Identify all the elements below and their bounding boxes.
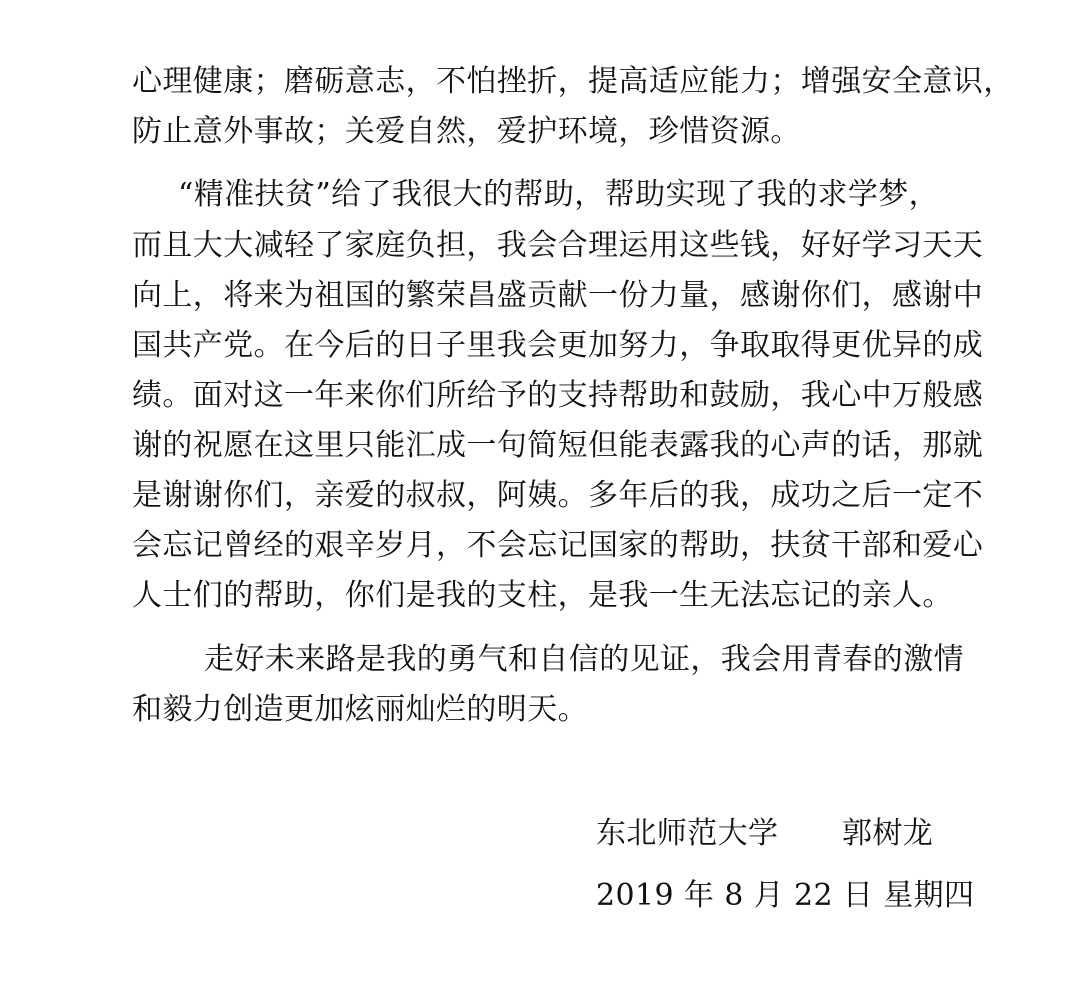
- signature-date: 2019 年 8 月 22 日 星期四: [596, 878, 975, 913]
- paragraph-2-line-8: 会忘记曾经的艰辛岁月，不会忘记国家的帮助，扶贫干部和爱心: [132, 528, 984, 563]
- paragraph-2-line-7: 是谢谢你们，亲爱的叔叔，阿姨。多年后的我，成功之后一定不: [132, 478, 984, 513]
- paragraph-2-line-6: 谢的祝愿在这里只能汇成一句简短但能表露我的心声的话，那就: [132, 428, 984, 463]
- paragraph-3-line-1: 走好未来路是我的勇气和自信的见证，我会用青春的激情: [204, 642, 964, 677]
- signature-name: 郭树龙: [842, 816, 934, 851]
- paragraph-3-line-2: 和毅力创造更加炫丽灿烂的明天。: [132, 692, 588, 727]
- paragraph-1-line-1: 心理健康；磨砺意志，不怕挫折，提高适应能力；增强安全意识，: [132, 64, 1014, 99]
- paragraph-2-line-2: 而且大大减轻了家庭负担，我会合理运用这些钱，好好学习天天: [132, 228, 984, 263]
- paragraph-2-line-9: 人士们的帮助，你们是我的支柱，是我一生无法忘记的亲人。: [132, 578, 953, 613]
- paragraph-2-line-1: “精准扶贫”给了我很大的帮助，帮助实现了我的求学梦，: [178, 177, 940, 212]
- paragraph-2-line-3: 向上，将来为祖国的繁荣昌盛贡献一份力量，感谢你们，感谢中: [132, 278, 984, 313]
- signature-school: 东北师范大学: [596, 816, 779, 851]
- paragraph-2-line-4: 国共产党。在今后的日子里我会更加努力，争取取得更优异的成: [132, 328, 984, 363]
- paragraph-1-line-2: 防止意外事故；关爱自然，爱护环境，珍惜资源。: [132, 114, 801, 149]
- paragraph-2-line-5: 绩。面对这一年来你们所给予的支持帮助和鼓励，我心中万般感: [132, 378, 984, 413]
